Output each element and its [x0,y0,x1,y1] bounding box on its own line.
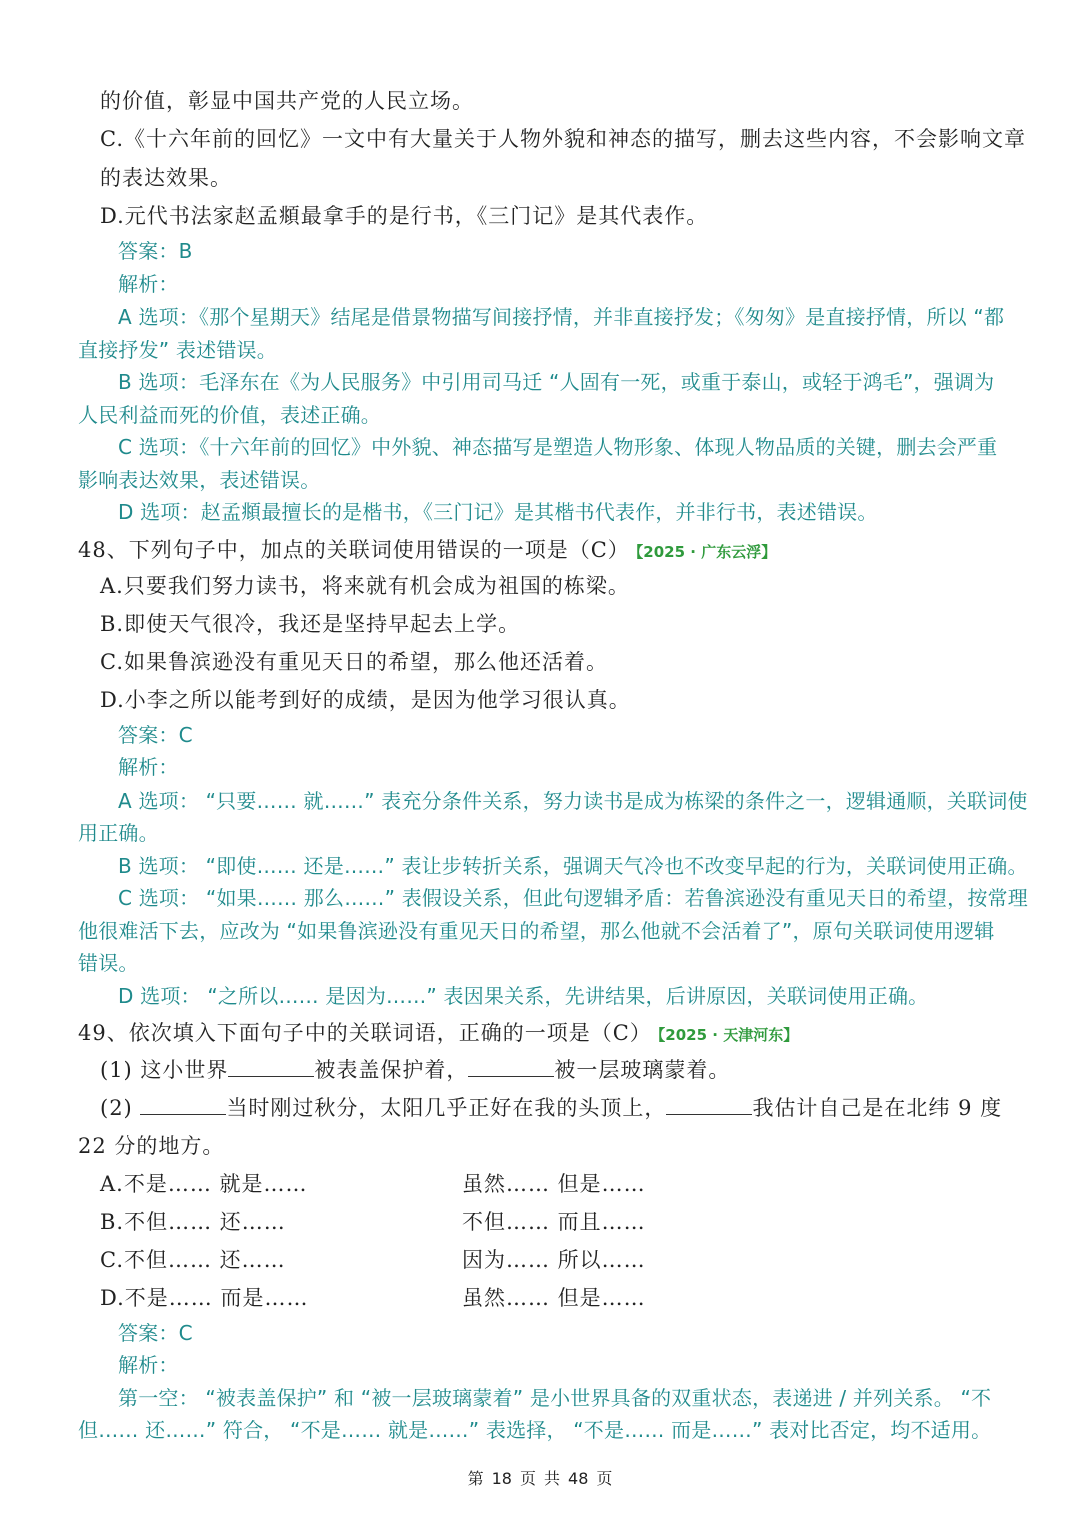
analysis-line: 但…… 还……” 符合， “不是…… 就是……” 表选择， “不是…… 而是……” 表对比否定，均不适用。 [78,1418,992,1442]
analysis-line: 影响表达效果，表述错误。 [78,468,321,492]
analysis-label: 解析： [118,272,179,296]
analysis-line: D 选项：赵孟頫最擅长的是楷书，《三门记》是其楷书代表作，并非行书，表述错误。 [118,500,878,524]
source-tag: 【2025 · 天津河东】 [657,1026,799,1044]
sentence-text: 被一层玻璃蒙着。 [554,1058,731,1082]
sentence-text: (2) [100,1096,133,1120]
fill-blank [468,1056,554,1077]
option-b [100,1207,646,1237]
analysis-line: D 选项： “之所以…… 是因为……” 表因果关系，先讲结果，后讲原因，关联词使用正确。 [118,984,929,1008]
option-a: A.只要我们努力读书，将来就有机会成为祖国的栋梁。 [100,574,630,598]
sentence-text: (1) 这小世界 [100,1058,229,1082]
analysis-line: 他很难活下去，应改为 “如果鲁滨逊没有重见天日的希望，那么他就不会活着了”，原句关联词使用逻辑 [78,919,995,943]
question-49-title [78,1018,798,1050]
answer-line: 答案：B [118,239,193,263]
text-line: 的价值，彰显中国共产党的人民立场。 [100,89,474,113]
source-tag: 【2025 · 广东云浮】 [635,543,777,561]
analysis-line: B 选项： “即使…… 还是……” 表让步转折关系，强调天气冷也不改变早起的行为，关联词使用正确。 [118,854,1028,878]
sentence-text: 我估计自己是在北纬 9 度 [752,1096,1003,1120]
option-b: B.即使天气很冷，我还是坚持早起去上学。 [100,612,521,636]
option-part: A.不是…… 就是…… [100,1172,308,1196]
page-footer [0,1466,1080,1489]
fill-blank [666,1094,752,1115]
text-line: D.元代书法家赵孟頫最拿手的是行书，《三门记》是其代表作。 [100,204,709,228]
option-part: 不但…… 而且…… [462,1210,646,1234]
analysis-line: 第一空： “被表盖保护” 和 “被一层玻璃蒙着” 是小世界具备的双重状态，表递进 / 并列关系。 “不 [118,1386,992,1410]
footer-text: 第 [467,1469,484,1488]
analysis-label: 解析： [118,1353,179,1377]
option-d: D.小李之所以能考到好的成绩，是因为他学习很认真。 [100,688,631,712]
analysis-line: 直接抒发” 表述错误。 [78,338,277,362]
footer-text: 页 [519,1469,536,1488]
total-pages: 48 [568,1469,589,1488]
sentence-2-cont: 22 分的地方。 [78,1134,225,1158]
option-c [100,1245,646,1275]
analysis-line: 人民利益而死的价值，表述正确。 [78,403,381,427]
analysis-label: 解析： [118,755,179,779]
option-c: C.如果鲁滨逊没有重见天日的希望，那么他还活着。 [100,650,608,674]
sentence-1 [100,1055,730,1085]
sentence-text: 被表盖保护着， [314,1058,469,1082]
analysis-line: C 选项： “如果…… 那么……” 表假设关系，但此句逻辑矛盾：若鲁滨逊没有重见天日的希望，按常理 [118,886,1028,910]
question-48-title [78,535,776,567]
footer-text: 共 [544,1469,561,1488]
footer-text: 页 [596,1469,613,1488]
page-number: 18 [491,1469,512,1488]
fill-blank [140,1094,226,1115]
analysis-line: 错误。 [78,951,139,975]
option-part: 因为…… 所以…… [462,1248,646,1272]
analysis-line: A 选项：《那个星期天》结尾是借景物描写间接抒情，并非直接抒发；《匆匆》是直接抒情，所以 “都 [118,305,1005,329]
analysis-line: B 选项：毛泽东在《为人民服务》中引用司马迁 “人固有一死，或重于泰山，或轻于鸿毛”，强调为 [118,370,995,394]
fill-blank [228,1056,314,1077]
analysis-line: 用正确。 [78,821,159,845]
option-part: C.不但…… 还…… [100,1248,286,1272]
analysis-line: A 选项： “只要…… 就……” 表充分条件关系，努力读书是成为栋梁的条件之一，逻辑通顺，关联词使 [118,789,1028,813]
answer-line: 答案：C [118,723,193,747]
option-part: B.不但…… 还…… [100,1210,286,1234]
option-a [100,1169,646,1199]
text-line: 的表达效果。 [100,166,232,190]
question-text: 48、下列句子中，加点的关联词使用错误的一项是（C） [78,538,630,562]
sentence-2 [100,1093,1002,1123]
analysis-line: C 选项：《十六年前的回忆》中外貌、神态描写是塑造人物形象、体现人物品质的关键，删去会严重 [118,435,998,459]
sentence-text: 当时刚过秋分，太阳几乎正好在我的头顶上， [226,1096,667,1120]
option-d [100,1283,646,1313]
question-text: 49、依次填入下面句子中的关联词语，正确的一项是（C） [78,1021,652,1045]
answer-line: 答案：C [118,1321,193,1345]
option-part: 虽然…… 但是…… [462,1286,646,1310]
option-part: D.不是…… 而是…… [100,1286,309,1310]
text-line: C.《十六年前的回忆》一文中有大量关于人物外貌和神态的描写，删去这些内容，不会影响文章 [100,127,1026,151]
option-part: 虽然…… 但是…… [462,1172,646,1196]
